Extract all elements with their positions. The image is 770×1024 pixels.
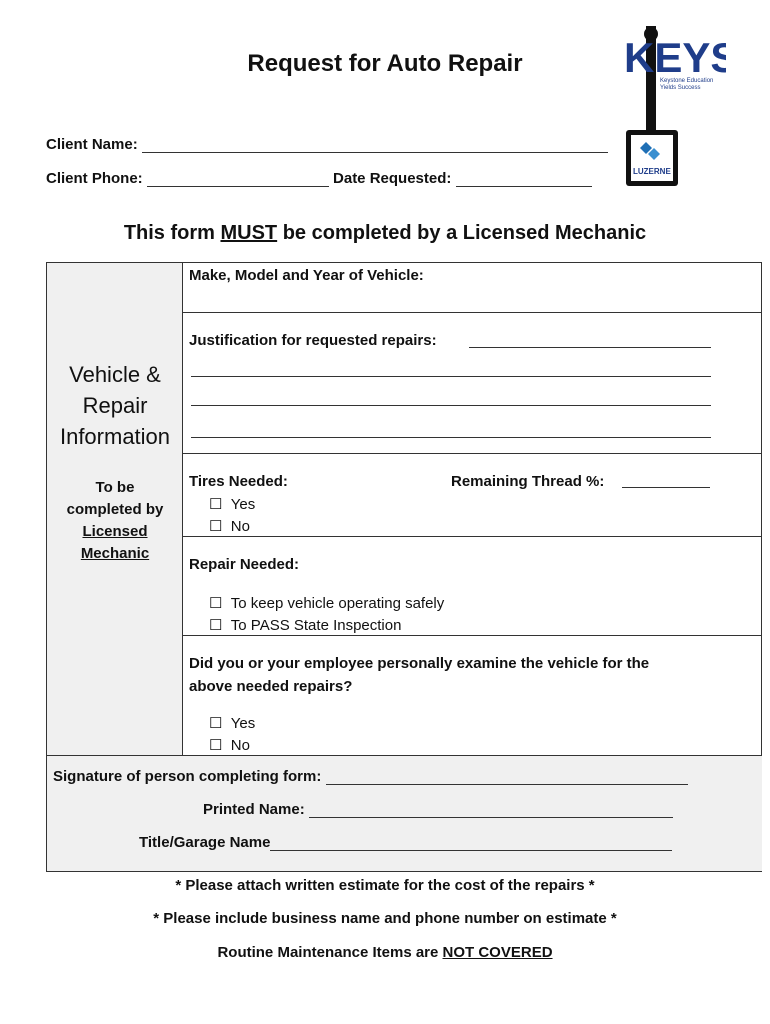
repair-option-safe[interactable] xyxy=(209,594,444,612)
logo-badge-text: LUZERNE xyxy=(633,167,671,176)
signature-label: Signature of person completing form: xyxy=(53,768,322,785)
client-phone-row xyxy=(46,170,592,187)
exam-option-no-label: No xyxy=(230,737,250,754)
sidebar-heading xyxy=(47,359,183,452)
footer-line-1: * Please attach written estimate for the cost of the repairs * xyxy=(175,877,595,894)
footer-line-3-emphasis: NOT COVERED xyxy=(442,944,553,961)
client-name-row xyxy=(46,136,608,153)
justification-line-4[interactable] xyxy=(191,437,711,438)
tires-option-yes-label: Yes xyxy=(230,496,256,513)
title-garage-label: Title/Garage Name xyxy=(139,834,271,851)
footer-line-3 xyxy=(0,944,770,961)
sidebar-heading-line-2: Repair xyxy=(82,393,148,418)
keys-luzerne-logo xyxy=(620,26,726,206)
licensed-mechanic-notice xyxy=(0,222,770,245)
exam-divider xyxy=(183,635,762,636)
signature-field[interactable] xyxy=(326,770,688,785)
checkbox-icon[interactable]: ☐ xyxy=(209,617,223,634)
repair-option-inspection-label: To PASS State Inspection xyxy=(230,617,402,634)
signature-row xyxy=(53,768,688,785)
exam-option-no[interactable] xyxy=(209,736,250,754)
exam-option-yes[interactable] xyxy=(209,714,255,732)
notice-prefix: This form xyxy=(123,222,221,244)
printed-name-label: Printed Name: xyxy=(203,801,305,818)
exam-question-line-1: Did you or your employee personally examine the vehicle for the xyxy=(189,655,650,672)
logo-tagline-1: Keystone Education xyxy=(660,78,714,84)
justification-line-3[interactable] xyxy=(191,405,711,406)
checkbox-icon[interactable]: ☐ xyxy=(209,595,223,612)
repair-option-inspection[interactable] xyxy=(209,616,401,634)
sidebar-subheading xyxy=(47,477,183,565)
logo-brand-text: KEYS xyxy=(624,34,726,81)
date-requested-field[interactable] xyxy=(456,172,592,187)
printed-name-field[interactable] xyxy=(309,803,673,818)
notice-suffix: be completed by a Licensed Mechanic xyxy=(277,222,647,244)
vehicle-repair-table xyxy=(46,262,762,872)
client-name-label: Client Name: xyxy=(46,136,138,153)
sidebar-sub-line-3: Licensed xyxy=(82,523,148,540)
thread-label: Remaining Thread %: xyxy=(451,473,605,490)
checkbox-icon[interactable]: ☐ xyxy=(209,715,223,732)
checkbox-icon[interactable]: ☐ xyxy=(209,496,223,513)
sidebar-sub-line-2: completed by xyxy=(66,501,164,518)
sidebar-heading-line-3: Information xyxy=(59,424,171,449)
checkbox-icon[interactable]: ☐ xyxy=(209,518,223,535)
logo-tagline-2: Yields Success xyxy=(660,85,701,91)
exam-option-yes-label: Yes xyxy=(230,715,256,732)
sidebar-sub-line-1: To be xyxy=(95,479,135,496)
footer-line-3-prefix: Routine Maintenance Items are xyxy=(217,944,443,961)
signature-area xyxy=(47,755,762,871)
page-title: Request for Auto Repair xyxy=(247,50,523,77)
repair-label: Repair Needed: xyxy=(189,556,300,573)
tires-divider xyxy=(183,453,762,454)
sidebar-column xyxy=(47,263,183,755)
printed-name-row xyxy=(203,801,673,818)
vehicle-field[interactable] xyxy=(189,287,749,309)
client-phone-label: Client Phone: xyxy=(46,170,143,187)
tires-label: Tires Needed: xyxy=(189,473,288,490)
justification-label: Justification for requested repairs: xyxy=(189,332,437,349)
thread-field[interactable] xyxy=(622,487,710,488)
date-requested-label: Date Requested: xyxy=(333,170,452,187)
justification-divider xyxy=(183,312,762,313)
tires-option-no[interactable] xyxy=(209,517,250,535)
repair-divider xyxy=(183,536,762,537)
notice-emphasis: MUST xyxy=(220,222,278,244)
title-garage-field[interactable] xyxy=(270,836,672,851)
checkbox-icon[interactable]: ☐ xyxy=(209,737,223,754)
logo-graphic xyxy=(620,26,726,206)
sidebar-sub-line-4: Mechanic xyxy=(80,545,150,562)
justification-line-2[interactable] xyxy=(191,376,711,377)
justification-line-1[interactable] xyxy=(469,347,711,348)
client-name-field[interactable] xyxy=(142,138,608,153)
sidebar-heading-line-1: Vehicle & xyxy=(69,362,161,387)
exam-question-line-2: above needed repairs? xyxy=(189,678,353,695)
tires-option-no-label: No xyxy=(230,518,250,535)
vehicle-label: Make, Model and Year of Vehicle: xyxy=(189,267,424,284)
title-garage-row xyxy=(139,834,672,851)
footer-line-2: * Please include business name and phone number on estimate * xyxy=(153,910,617,927)
tires-option-yes[interactable] xyxy=(209,495,255,513)
client-phone-field[interactable] xyxy=(147,172,329,187)
repair-option-safe-label: To keep vehicle operating safely xyxy=(230,595,445,612)
